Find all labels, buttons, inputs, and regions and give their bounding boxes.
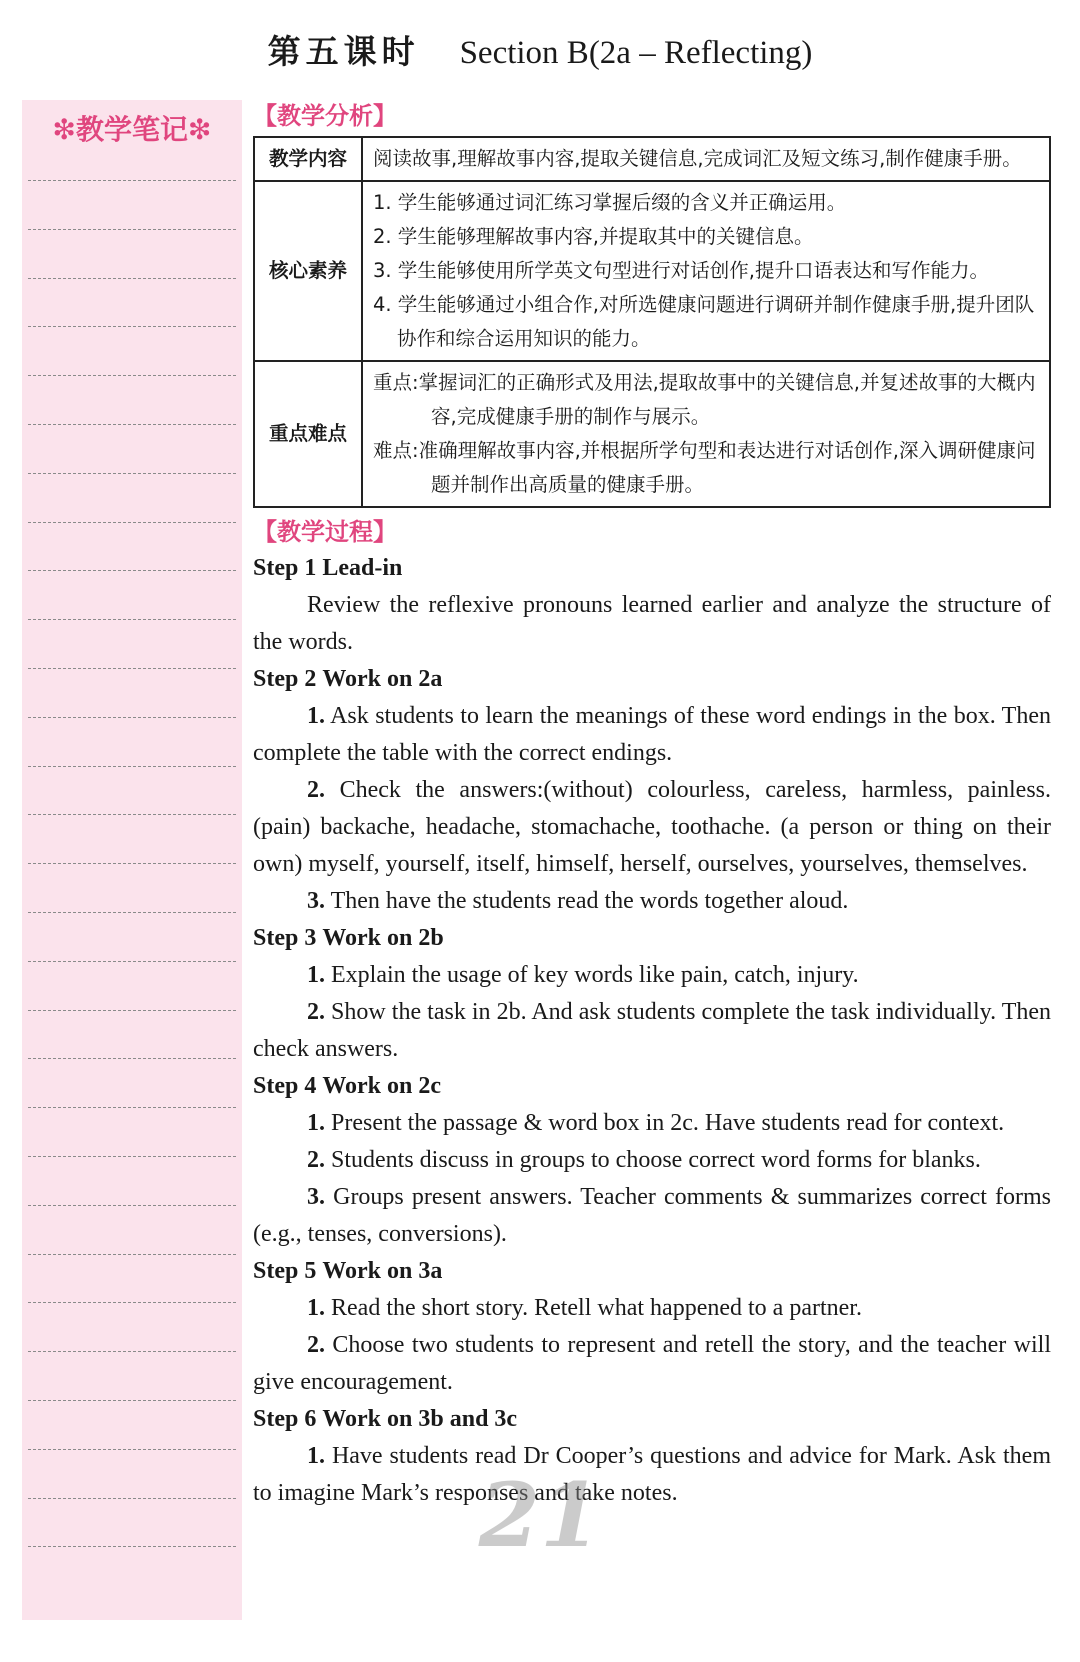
row-label: 核心素养: [254, 181, 362, 361]
paragraph-text: Ask students to learn the meanings of these word endings in the box. Then complete the table with the correct endings.: [253, 703, 1051, 766]
step-paragraph: [253, 1179, 1051, 1253]
note-line: [28, 570, 236, 571]
note-line: [28, 1010, 236, 1011]
note-line: [28, 1156, 236, 1157]
step-heading: [253, 661, 1051, 698]
note-line: [28, 1254, 236, 1255]
note-line: [28, 619, 236, 620]
item-number: 1.: [307, 1295, 325, 1321]
note-line: [28, 1302, 236, 1303]
step-heading: [253, 1068, 1051, 1105]
step-number: Step 2: [253, 666, 317, 692]
step-title: Work on 3b and 3c: [322, 1406, 518, 1432]
content-line: 阅读故事,理解故事内容,提取关键信息,完成词汇及短文练习,制作健康手册。: [373, 147, 1022, 170]
content-line: 1. 学生能够通过词汇练习掌握后缀的含义并正确运用。: [373, 191, 847, 214]
item-number: 2.: [307, 999, 325, 1025]
item-number: 2.: [307, 1147, 325, 1173]
lesson-label: 第五课时: [267, 32, 420, 71]
process-steps: [253, 550, 1051, 1512]
step-paragraph: [253, 883, 1051, 920]
step-title: Work on 2b: [322, 925, 444, 951]
note-line: [28, 522, 236, 523]
note-line: [28, 1205, 236, 1206]
step-number: Step 5: [253, 1258, 317, 1284]
step-number: Step 1: [253, 555, 317, 581]
note-line: [28, 473, 236, 474]
note-line: [28, 1107, 236, 1108]
note-line: [28, 424, 236, 425]
paragraph-text: Groups present answers. Teacher comments & summarizes correct forms (e.g., tenses, conversions).: [253, 1184, 1051, 1247]
note-line: [28, 1449, 236, 1450]
step-paragraph: [253, 698, 1051, 772]
note-line: [28, 1546, 236, 1547]
step-title: Work on 2c: [322, 1073, 442, 1099]
notes-column: [22, 100, 242, 1620]
note-line: [28, 1351, 236, 1352]
item-number: 1.: [307, 1443, 325, 1469]
step-title: Work on 2a: [322, 666, 443, 692]
step-heading: [253, 1253, 1051, 1290]
page-number: 21: [478, 1463, 602, 1567]
paragraph-text: Students discuss in groups to choose correct word forms for blanks.: [325, 1147, 981, 1173]
item-number: 1.: [307, 962, 325, 988]
step-number: Step 3: [253, 925, 317, 951]
paragraph-text: Explain the usage of key words like pain, catch, injury.: [325, 962, 859, 988]
note-line: [28, 961, 236, 962]
content-line: 4. 学生能够通过小组合作,对所选健康问题进行调研并制作健康手册,提升团队协作和综合运用知识的能力。: [373, 293, 1035, 350]
item-number: 2.: [307, 777, 325, 803]
content-line: 3. 学生能够使用所学英文句型进行对话创作,提升口语表达和写作能力。: [373, 259, 990, 282]
note-line: [28, 668, 236, 669]
row-label: 教学内容: [254, 137, 362, 181]
step-title: Lead-in: [322, 555, 403, 581]
paragraph-text: Then have the students read the words together aloud.: [325, 888, 849, 914]
step-number: Step 4: [253, 1073, 317, 1099]
paragraph-text: Show the task in 2b. And ask students complete the task individually. Then check answers.: [253, 999, 1051, 1062]
paragraph-text: Choose two students to represent and retell the story, and the teacher will give encouragement.: [253, 1332, 1051, 1395]
notes-title: ❇教学笔记❇: [52, 113, 212, 146]
note-line: [28, 229, 236, 230]
note-line: [28, 766, 236, 767]
item-number: 1.: [307, 703, 325, 729]
paragraph-text: Check the answers:(without) colourless, careless, harmless, painless. (pain) backache, headache, stomachache, toothache. (a person or thing on their own) myself, yourself, itself, himself, herself, ourselves, yourselves, themselves.: [253, 777, 1051, 877]
note-line: [28, 814, 236, 815]
table-row: [254, 181, 1050, 361]
paragraph-text: Read the short story. Retell what happened to a partner.: [325, 1295, 862, 1321]
row-content: [362, 137, 1050, 181]
page-title: [0, 28, 1080, 77]
step-paragraph: [253, 1327, 1051, 1401]
note-line: [28, 717, 236, 718]
step-paragraph: [253, 1105, 1051, 1142]
step-paragraph: [253, 772, 1051, 883]
step-number: Step 6: [253, 1406, 317, 1432]
row-label: 重点难点: [254, 361, 362, 507]
analysis-table: [253, 136, 1051, 508]
step-paragraph: [253, 957, 1051, 994]
table-row: [254, 361, 1050, 507]
note-line: [28, 278, 236, 279]
item-number: 3.: [307, 1184, 325, 1210]
note-line: [28, 180, 236, 181]
item-number: 3.: [307, 888, 325, 914]
note-line: [28, 863, 236, 864]
section-label: Section B(2a – Reflecting): [459, 35, 813, 71]
step-paragraph: [253, 1438, 1051, 1512]
process-heading: 【教学过程】: [253, 518, 397, 546]
note-line: [28, 912, 236, 913]
step-heading: [253, 1401, 1051, 1438]
paragraph-text: Review the reflexive pronouns learned earlier and analyze the structure of the words.: [253, 592, 1051, 655]
paragraph-text: Have students read Dr Cooper’s questions and advice for Mark. Ask them to imagine Mark’s responses and take notes.: [253, 1443, 1051, 1506]
note-line: [28, 375, 236, 376]
content-line: 难点:准确理解故事内容,并根据所学句型和表达进行对话创作,深入调研健康问题并制作出高质量的健康手册。: [373, 439, 1036, 496]
step-heading: [253, 920, 1051, 957]
content-line: 2. 学生能够理解故事内容,并提取其中的关键信息。: [373, 225, 814, 248]
main-content: [253, 98, 1051, 1512]
step-paragraph: [253, 587, 1051, 661]
item-number: 1.: [307, 1110, 325, 1136]
analysis-heading: 【教学分析】: [253, 102, 397, 130]
note-line: [28, 1400, 236, 1401]
step-paragraph: [253, 1290, 1051, 1327]
step-title: Work on 3a: [322, 1258, 443, 1284]
item-number: 2.: [307, 1332, 325, 1358]
paragraph-text: Present the passage & word box in 2c. Have students read for context.: [325, 1110, 1005, 1136]
content-line: 重点:掌握词汇的正确形式及用法,提取故事中的关键信息,并复述故事的大概内容,完成健康手册的制作与展示。: [373, 371, 1036, 428]
note-line: [28, 1498, 236, 1499]
step-heading: [253, 550, 1051, 587]
row-content: [362, 181, 1050, 361]
step-paragraph: [253, 994, 1051, 1068]
table-row: [254, 137, 1050, 181]
note-line: [28, 326, 236, 327]
note-line: [28, 1058, 236, 1059]
step-paragraph: [253, 1142, 1051, 1179]
row-content: [362, 361, 1050, 507]
